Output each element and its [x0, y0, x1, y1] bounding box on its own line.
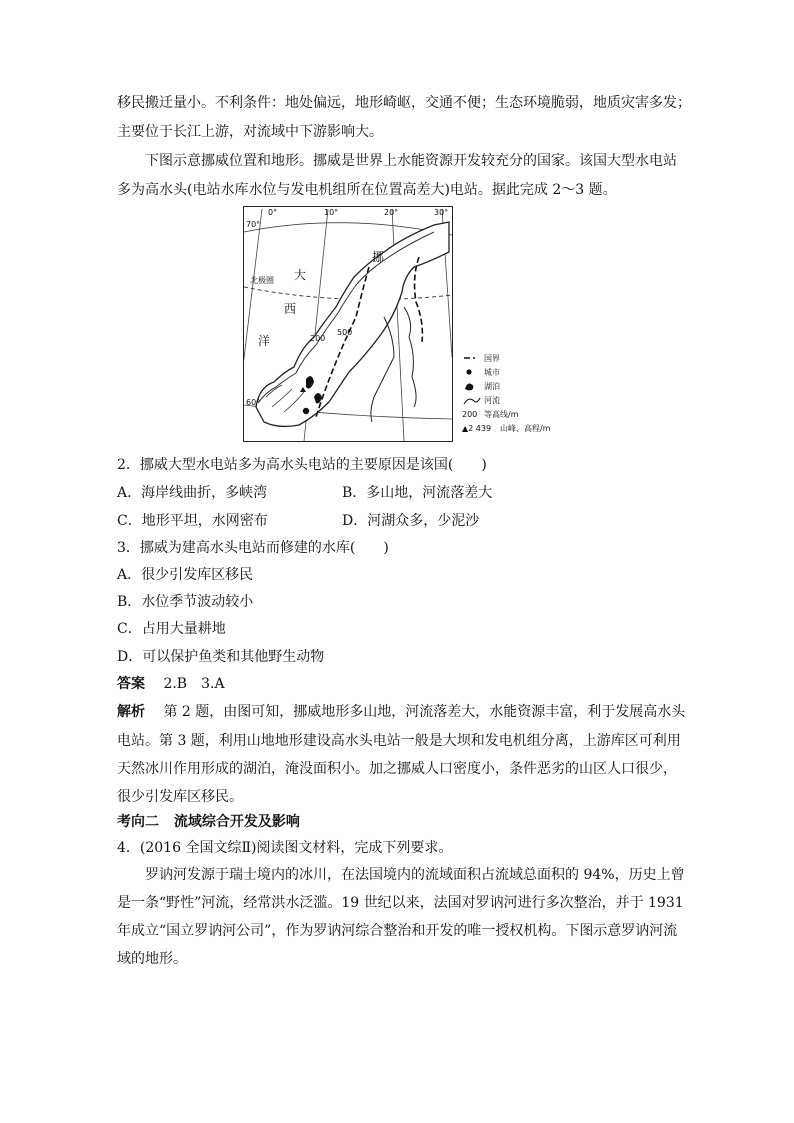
norway-map [243, 206, 453, 442]
map-legend [462, 352, 552, 436]
legend-label: 山峰、高程/m [500, 424, 551, 433]
legend-row [462, 408, 552, 422]
legend-row [462, 422, 552, 436]
ocean-char-2: 西 [284, 302, 297, 316]
q2-option-c: C．地形平坦，水网密布 [117, 513, 268, 529]
ocean-char-3: 洋 [258, 334, 271, 348]
q2-stem: 2．挪威大型水电站多为高水头电站的主要原因是该国( ) [117, 457, 487, 473]
answer-line [117, 674, 225, 694]
analysis-line-1 [117, 702, 685, 722]
q3-option-b: B．水位季节波动较小 [117, 594, 254, 610]
lon-label-0: 0° [268, 208, 278, 217]
analysis-line-2: 电站。第 3 题，利用山地地形建设高水头电站一般是大坝和发电机组分离，上游库区可利用 [117, 733, 681, 749]
q3-stem: 3．挪威为建高水头电站而修建的水库( ) [117, 540, 389, 556]
city-icon [462, 366, 482, 378]
legend-label: 国界 [484, 354, 500, 363]
legend-label: 湖泊 [484, 382, 500, 391]
intro-line-2: 主要位于长江上游，对流域中下游影响大。 [117, 124, 383, 140]
legend-peak-prefix: ▲2 439 [462, 424, 492, 433]
legend-label: 河流 [484, 396, 500, 405]
analysis-text-1: 第 2 题，由图可知，挪威地形多山地，河流落差大，水能资源丰富，利于发展高水头 [163, 704, 686, 720]
norway-intro-line-2: 多为高水头(电站水库水位与发电机组所在位置高差大)电站。据此完成 2～3 题。 [117, 182, 617, 198]
section-heading [117, 812, 300, 832]
arctic-circle-label: 北极圈 [250, 276, 274, 285]
q4-line-3: 年成立“国立罗讷河公司”，作为罗讷河综合整治和开发的唯一授权机构。下图示意罗讷河流 [117, 923, 678, 939]
lon-label-10: 10° [324, 208, 339, 217]
q3-option-c: C．占用大量耕地 [117, 621, 226, 637]
q4-stem: 4．(2016 全国文综Ⅱ)阅读图文材料，完成下列要求。 [117, 840, 453, 856]
legend-contour-prefix: 200 [462, 410, 478, 419]
answer-text: 2.B 3.A [163, 676, 225, 692]
section-title: 流域综合开发及影响 [173, 814, 300, 830]
q4-line-4: 域的地形。 [117, 951, 187, 967]
q3-option-a: A．很少引发库区移民 [117, 567, 254, 583]
q4-line-1: 罗讷河发源于瑞士境内的冰川，在法国境内的流域面积占流域总面积的 94%，历史上曾 [145, 867, 685, 883]
lat-label-60: 60° [246, 398, 261, 407]
q2-option-b: B．多山地，河流落差大 [342, 485, 493, 501]
lake-icon [462, 380, 482, 392]
answer-label: 答案 [117, 676, 145, 692]
river-icon [462, 394, 482, 406]
legend-label: 等高线/m [484, 410, 519, 419]
contour-label-200: 200 [310, 334, 326, 343]
legend-row [462, 394, 552, 408]
q2-option-a: A．海岸线曲折，多峡湾 [117, 485, 268, 501]
lon-label-30: 30° [434, 208, 449, 217]
analysis-label: 解析 [117, 704, 145, 720]
q3-option-d: D．可以保护鱼类和其他野生动物 [117, 649, 325, 665]
norway-intro-line-1: 下图示意挪威位置和地形。挪威是世界上水能资源开发较充分的国家。该国大型水电站 [145, 153, 677, 169]
legend-row [462, 366, 552, 380]
analysis-line-3: 天然冰川作用形成的湖泊，淹没面积小。加之挪威人口密度小，条件恶劣的山区人口很少， [117, 761, 677, 777]
lat-label-70: 70° [246, 220, 261, 229]
legend-row [462, 352, 552, 366]
legend-row [462, 380, 552, 394]
analysis-line-4: 很少引发库区移民。 [117, 789, 243, 805]
contour-label-500: 500 [337, 328, 353, 337]
ocean-char-1: 大 [294, 268, 307, 282]
country-char: 挪 [372, 250, 385, 264]
intro-line-1: 移民搬迁量小。不利条件：地处偏远，地形崎岖，交通不便；生态环境脆弱，地质灾害多发； [117, 95, 691, 111]
map-drawing [244, 207, 452, 441]
border-icon [462, 352, 482, 364]
legend-label: 城市 [484, 368, 500, 377]
q2-option-d: D．河湖众多，少泥沙 [342, 513, 480, 529]
section-label: 考向二 [117, 814, 159, 830]
q4-line-2: 是一条“野性”河流，经常洪水泛滥。19 世纪以来，法国对罗讷河进行多次整治，并于 1931 [117, 895, 684, 911]
lon-label-20: 20° [384, 208, 399, 217]
